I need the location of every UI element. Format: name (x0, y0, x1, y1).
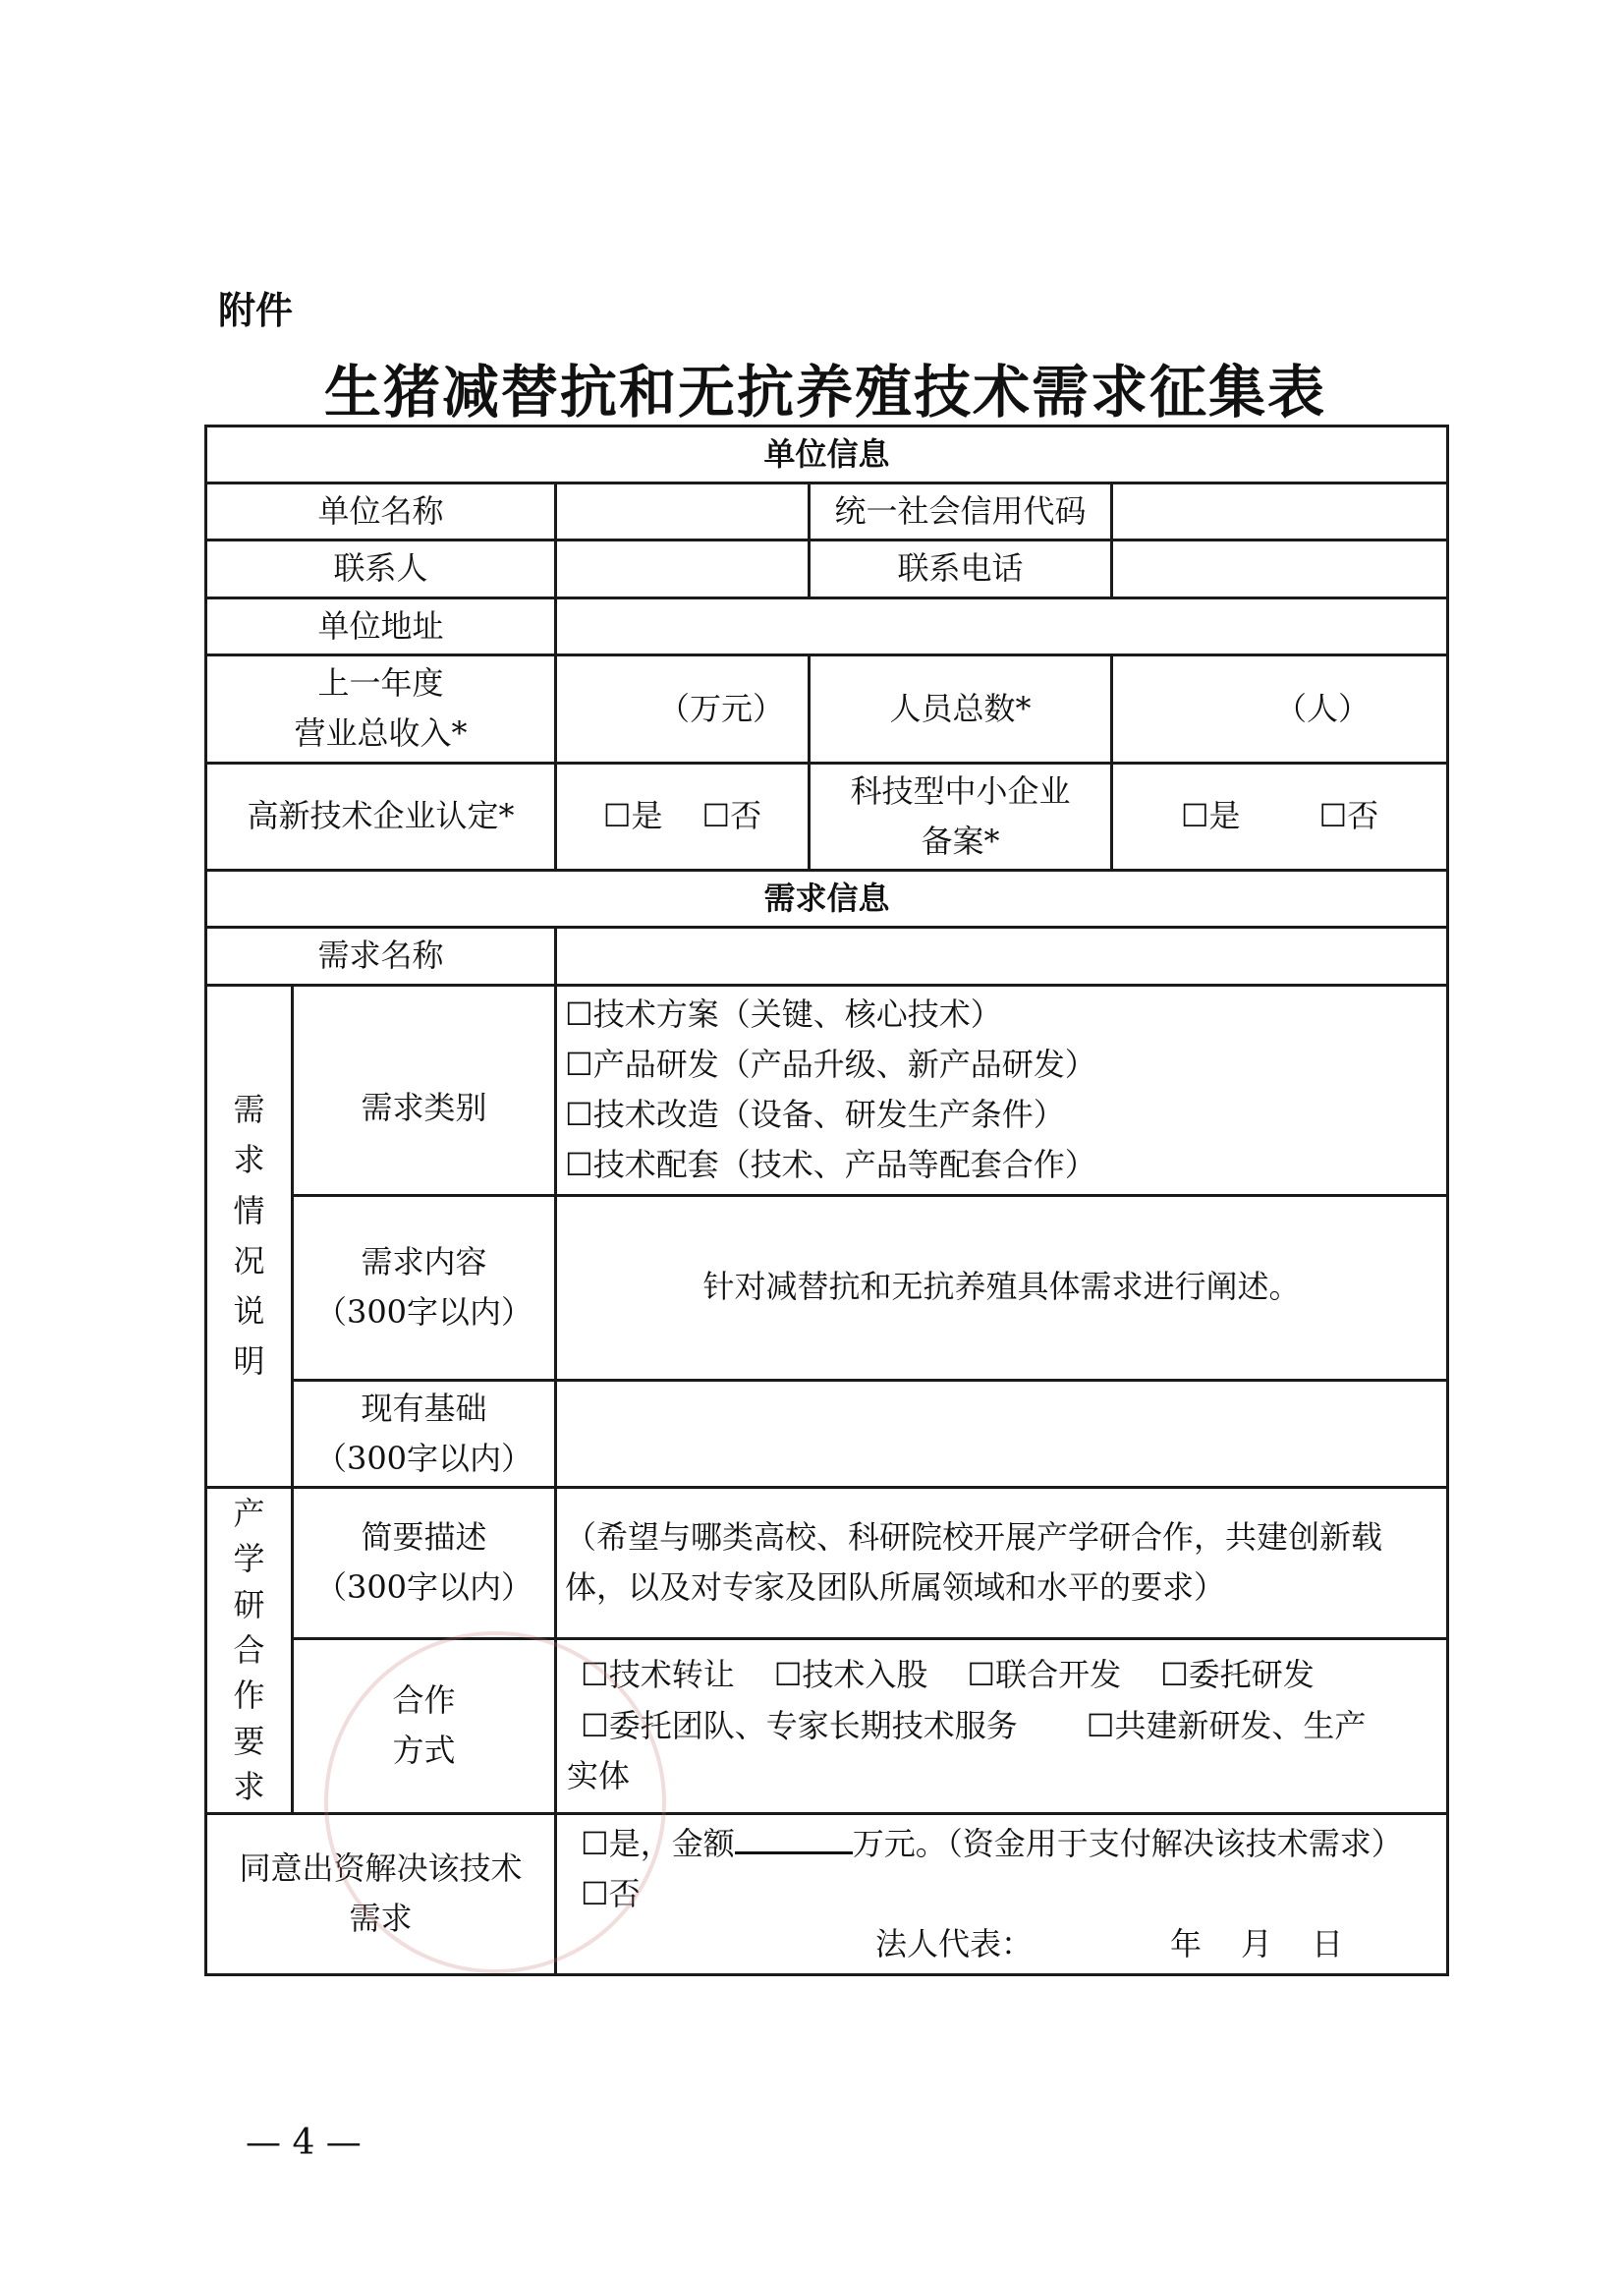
sme-label-line2: 备案* (921, 822, 1000, 860)
category-option-checkbox[interactable]: ☐技术方案（关键、核心技术） (565, 995, 1002, 1033)
brief-field[interactable] (556, 1487, 1448, 1638)
hitech-options (556, 763, 810, 870)
group1-char: 明 (233, 1342, 265, 1381)
address-field[interactable] (556, 597, 1448, 654)
form-title: 生猪减替抗和无抗养殖技术需求征集表 (323, 359, 1326, 426)
demand-name-field[interactable] (556, 928, 1448, 985)
revenue-label-line2: 营业总收入* (294, 714, 468, 753)
group2-char: 学 (233, 1540, 265, 1578)
hitech-yes-checkbox[interactable]: ☐是 (602, 797, 663, 835)
sme-label (810, 763, 1112, 870)
fund-label-line2: 需求 (349, 1900, 413, 1938)
group1-char: 说 (233, 1291, 265, 1330)
address-label: 单位地址 (206, 597, 556, 654)
section-unit-info: 单位信息 (206, 426, 1448, 483)
coop-options-row2 (581, 1701, 1438, 1751)
revenue-label (206, 654, 556, 763)
coop-label (293, 1638, 556, 1813)
date-month: 月 (1241, 1925, 1273, 1963)
category-option-checkbox[interactable]: ☐产品研发（产品升级、新产品研发） (565, 1045, 1096, 1083)
fund-options (556, 1813, 1448, 1974)
category-option-checkbox[interactable]: ☐技术改造（设备、研发生产条件） (565, 1096, 1065, 1133)
sme-label-line1: 科技型中小企业 (850, 771, 1071, 810)
attachment-label: 附件 (218, 289, 294, 332)
basis-label-line2: （300字以内） (314, 1439, 533, 1477)
coop-option-checkbox[interactable]: ☐联合开发 (967, 1656, 1122, 1694)
group1-char: 求 (233, 1141, 265, 1179)
contact-field[interactable] (556, 540, 810, 597)
brief-hint-line2: 体，以及对专家及团队所属领域和水平的要求） (565, 1568, 1226, 1607)
basis-label-line1: 现有基础 (361, 1389, 487, 1427)
brief-hint-line1: （希望与哪类高校、科研院校开展产学研合作，共建创新载 (565, 1518, 1383, 1557)
hitech-no-checkbox[interactable]: ☐否 (701, 797, 762, 835)
content-field[interactable] (556, 1195, 1448, 1380)
brief-label-line1: 简要描述 (361, 1518, 487, 1557)
category-options (556, 985, 1448, 1195)
date-day: 日 (1312, 1925, 1344, 1963)
sme-options (1112, 763, 1448, 870)
group2-char: 合 (233, 1631, 265, 1670)
fund-amount-field[interactable] (735, 1818, 853, 1854)
demand-name-label: 需求名称 (206, 928, 556, 985)
signature-row (581, 1919, 1438, 1969)
demand-form-table (204, 425, 1449, 1976)
revenue-label-line1: 上一年度 (317, 664, 444, 703)
staff-unit: （人） (1275, 689, 1371, 727)
coop-option-checkbox[interactable]: ☐委托研发 (1160, 1656, 1315, 1694)
coop-option-checkbox[interactable]: ☐技术入股 (773, 1656, 928, 1694)
staff-label: 人员总数* (810, 654, 1112, 763)
coop-label-line2: 方式 (392, 1732, 456, 1770)
sme-no-checkbox[interactable]: ☐否 (1318, 797, 1379, 835)
fund-yes-row (581, 1818, 1438, 1869)
legal-rep-label: 法人代表： (875, 1925, 1034, 1963)
fund-label-line1: 同意出资解决该技术 (239, 1848, 523, 1887)
group2-char: 产 (233, 1494, 265, 1532)
group2-char: 研 (233, 1585, 265, 1623)
staff-field[interactable] (1112, 654, 1448, 763)
coop-option-checkbox[interactable]: ☐共建新研发、生产 (1086, 1706, 1367, 1744)
revenue-unit: （万元） (657, 689, 784, 727)
content-label (293, 1195, 556, 1380)
coop-options-row3: 实体 (567, 1756, 631, 1794)
page-number: — 4 — (246, 2123, 362, 2163)
fund-yes-suffix: 万元。（资金用于支付解决该技术需求） (852, 1824, 1403, 1862)
brief-label-line2: （300字以内） (314, 1568, 533, 1607)
group1-char: 情 (233, 1191, 265, 1229)
category-option-checkbox[interactable]: ☐技术配套（技术、产品等配套合作） (565, 1146, 1096, 1184)
revenue-field[interactable] (556, 654, 810, 763)
unit-name-field[interactable] (556, 483, 810, 540)
category-label: 需求类别 (293, 985, 556, 1195)
phone-field[interactable] (1112, 540, 1448, 597)
demand-situation-group-label (206, 985, 293, 1487)
sme-yes-checkbox[interactable]: ☐是 (1180, 797, 1241, 835)
phone-label: 联系电话 (810, 540, 1112, 597)
coop-label-line1: 合作 (392, 1680, 456, 1719)
group1-char: 需 (233, 1091, 265, 1129)
group2-char: 要 (233, 1722, 265, 1760)
group2-char: 作 (233, 1677, 265, 1715)
basis-label (293, 1380, 556, 1487)
coop-options (556, 1638, 1448, 1813)
brief-label (293, 1487, 556, 1638)
hitech-label: 高新技术企业认定* (206, 763, 556, 870)
fund-label (206, 1813, 556, 1974)
credit-code-field[interactable] (1112, 483, 1448, 540)
content-label-line2: （300字以内） (314, 1293, 533, 1331)
group2-char: 求 (233, 1768, 265, 1806)
credit-code-label: 统一社会信用代码 (810, 483, 1112, 540)
cooperation-group-label (206, 1487, 293, 1813)
content-label-line1: 需求内容 (361, 1242, 487, 1280)
section-demand-info: 需求信息 (206, 871, 1448, 928)
unit-name-label: 单位名称 (206, 483, 556, 540)
contact-label: 联系人 (206, 540, 556, 597)
coop-option-checkbox[interactable]: ☐委托团队、专家长期技术服务 (581, 1706, 1018, 1744)
fund-no-checkbox[interactable]: ☐否 (581, 1875, 641, 1913)
fund-yes-checkbox[interactable]: ☐是，金额 (581, 1824, 735, 1862)
basis-field[interactable] (556, 1380, 1448, 1487)
content-hint: 针对减替抗和无抗养殖具体需求进行阐述。 (702, 1268, 1301, 1306)
coop-options-row1 (581, 1650, 1438, 1700)
date-year: 年 (1170, 1925, 1203, 1963)
coop-option-checkbox[interactable]: ☐技术转让 (581, 1656, 735, 1694)
group1-char: 况 (233, 1241, 265, 1279)
